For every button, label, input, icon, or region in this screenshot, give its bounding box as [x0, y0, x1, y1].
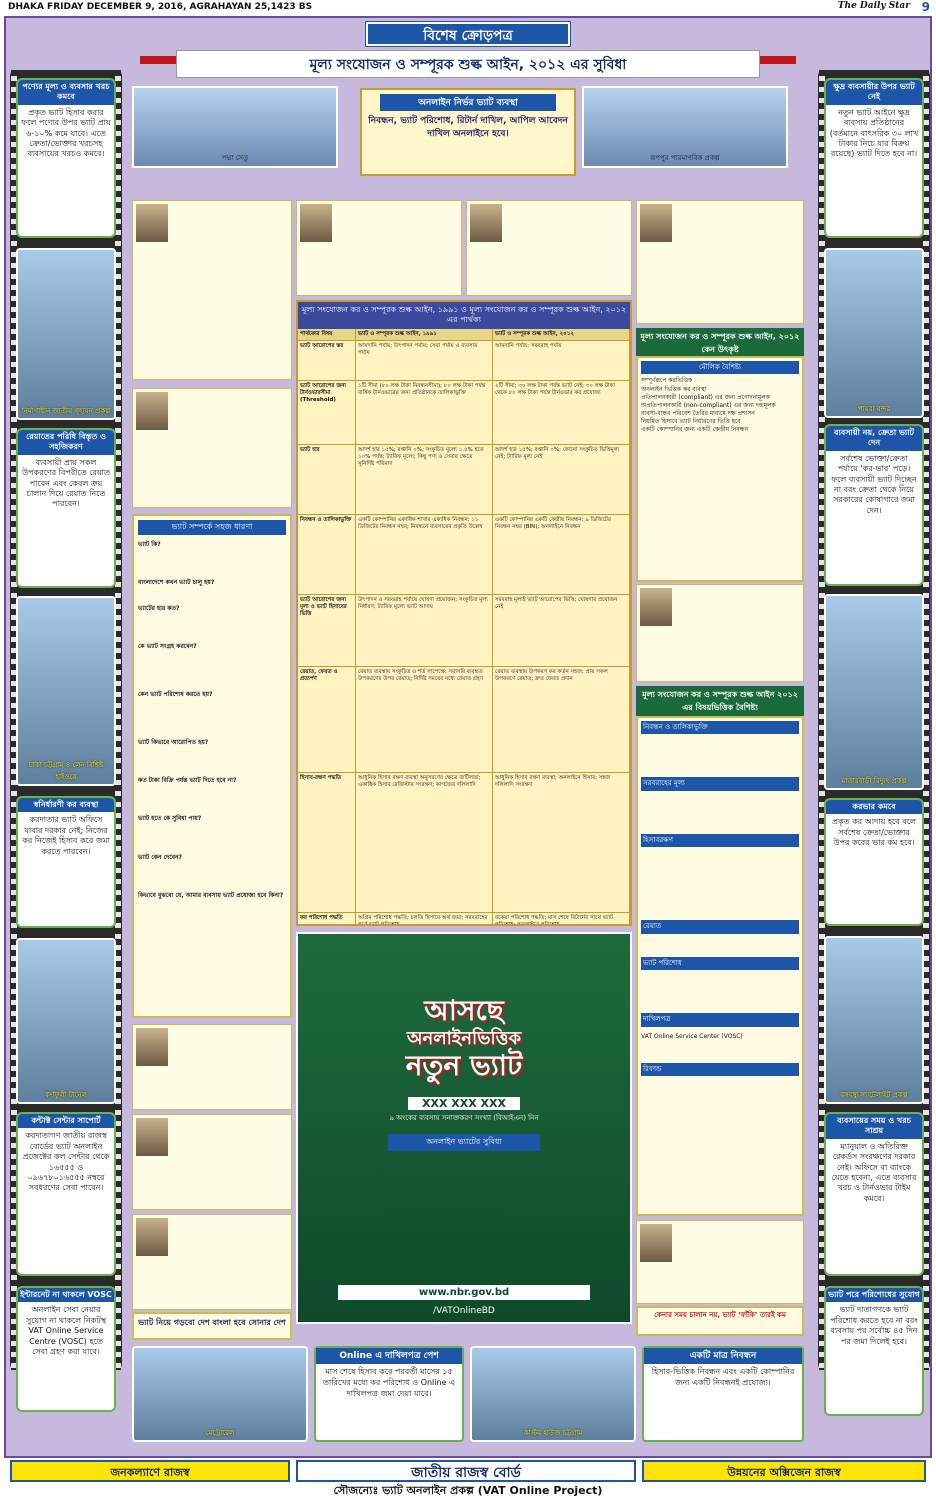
feature-item: একটি কোম্পানির জন্য একটি কেন্দ্রীয় নিবন্ধন: [641, 426, 749, 433]
quote-box-4: [636, 200, 804, 324]
special-features-title: মূল্য সংযোজন কর ও সম্পূরক শুল্ক আইন ২০১২ এর বিষয়ভিত্তিক বৈশিষ্ট্য: [636, 686, 804, 718]
portrait: [136, 392, 168, 430]
portrait: [640, 1224, 672, 1262]
table-row: রেয়াত, ফেরত ও প্রত্যর্পণ রেয়াত ব্যবস্থায় সংকুচিত ও শর্ত সাপেক্ষে; সরাসরি ব্যবহৃত উপকরণের উপর রেয়াত; নির্দিষ্ট সময়ের মধ্যে রেয়াত গ্রহণ রেয়াত ব্যবস্থায় উপকরণ কর কর্তন সহজ; প্রায় সকল উপকরণে রেয়াত; দ্রুত ফেরত প্রদান: [298, 667, 630, 773]
left-photo-1-caption: নির্মাণাধীন জাতীয় গৃহায়ন প্রকল্প: [21, 407, 111, 415]
right-card-4-text: ম্যানুয়াল ও অতিরিক্ত রেকর্ডস সংরক্ষণের দরকার নেই। অফিসে বা ব্যাংকে যেতে হবেনা, এতে ব্যবসার খরচ ও টার্নওভার টাইম কমবে।: [831, 1141, 917, 1203]
left-card-5-title: ইন্টারনেট না থাকলে VOSC: [18, 1288, 114, 1302]
right-photo-2: [824, 594, 924, 790]
left-card-1-text: প্রকৃত ভ্যাট হিসাব করার ফলে পণ্যের উপর ভ্যাট প্রায় ৬-১০% কমে যাবে। এতে ক্রেতা/ভোক্তার খরচসহ ব্যবসায়ের খরচও কমবে।: [21, 107, 111, 159]
left-arrow: [140, 56, 176, 64]
left-card-3-title: স্বনির্ধারণী কর ব্যবস্থা: [18, 798, 114, 812]
left-card-5-text: অনলাইন সেবা নেয়ার সুযোগ না থাকলে নিকটস্থ VAT Online Service Centre (VOSC) হতে সেবা গ্রহণ করা যাবে।: [26, 1305, 106, 1356]
easy-q-10: কিভাবে বুঝবো যে, আমার ব্যবসায় ভ্যাট প্রযোজ্য হবে কিনা?: [138, 891, 284, 899]
quote-box-8: [132, 1214, 292, 1310]
quote-box-3: [466, 200, 632, 296]
table-row: হিসাব-রক্ষণ পদ্ধতি আধুনিক হিসাব রক্ষণ ব্যবস্থা অনুসরণের ক্ষেত্রে জটিলতা; একাধিক হিসাব রেজিস্টার সংরক্ষণ; কাগজের দলিলাদি আধুনিক হিসাব রক্ষণ ব্যবস্থা; অনলাইনে হিসাব; সহজ দলিলাদি সংরক্ষণ: [298, 773, 630, 913]
online-return-card: [314, 1346, 464, 1442]
bottom-quote: কেনার সময় চালান নয়, ভ্যাট ‘ফাঁকি’ তারই কম: [636, 1306, 804, 1336]
table-row: কর পরিশোধ পদ্ধতি অগ্রিম পরিশোধ পদ্ধতি; চলতি হিসাবে অর্থ জমা; সরবরাহের পূর্বে ভ্যাট পরিশোধ বকেয়া পরিশোধ পদ্ধতি; মাস শেষে রিটার্নের সাথে ভ্যাট পরিশোধ; অনলাইনে পরিশোধ: [298, 913, 630, 926]
right-card-1-title: ক্ষুদ্র ব্যবসায়ীর উপর ভ্যাট নেই: [826, 80, 922, 105]
quote-box-6: [132, 1024, 292, 1110]
ad-web[interactable]: www.nbr.gov.bd: [338, 1285, 590, 1300]
table-row: ভ্যাট আরোপের স্তর আমদানি পর্যায়; উৎপাদন পর্যায়; সেবা পর্যায় ও ব্যবসায় পর্যায় আমদানি পর্যায়; সরবরাহ পর্যায়: [298, 341, 630, 381]
right-card-3: [824, 798, 924, 926]
features-panel: [636, 356, 804, 582]
portrait: [300, 204, 332, 242]
footer-center: জাতীয় রাজস্ব বোর্ড: [296, 1460, 636, 1482]
online-vat-box: [360, 88, 576, 176]
feature-section: নিবন্ধন ও তালিকাভুক্তি: [641, 721, 799, 734]
portrait: [136, 1118, 168, 1156]
online-return-title: Online এ দাখিলপত্র পেশ: [316, 1348, 462, 1364]
ad-line-2: অনলাইনভিত্তিক: [406, 1027, 522, 1049]
rooppur-caption: রূপপুর পারমাণবিক প্রকল্প: [650, 154, 720, 162]
left-photo-2-caption: ঢাকা চট্টগ্রাম ৪ লেন বিশিষ্ট হাইওয়ে: [28, 761, 104, 781]
col-1991: ভ্যাট ও সম্পূরক শুল্ক আইন, ১৯৯১: [356, 329, 493, 340]
ad-bin: XXX XXX XXX: [408, 1097, 520, 1110]
col-topic: পার্থক্যের বিষয়: [298, 329, 356, 340]
easy-q-8: ভ্যাট হতে কে সুবিধা পায়?: [138, 815, 202, 823]
ad-line-3: নতুন ভ্যাট: [405, 1049, 523, 1083]
feature-item: অপ্রতিপালনকারী (non-compliant) এর জন্য দন্ডমূলক: [641, 401, 776, 409]
dateline: DHAKA FRIDAY DECEMBER 9, 2016, AGRAHAYAN 25,1423 BS: [8, 2, 313, 12]
easy-q-9: ভ্যাট কেন দেবেন?: [138, 853, 183, 861]
features-title: মৌলিক বৈশিষ্ট্য: [641, 361, 799, 374]
feature-section: ভ্যাট পরিশোধ: [641, 957, 799, 970]
left-card-4-title: কন্টাক্ট সেন্টার সাপোর্ট: [18, 1114, 114, 1128]
ad-benefits-title: অনলাইন ভ্যাটের সুবিধা: [388, 1134, 540, 1151]
feature-section: রেয়াত: [641, 920, 799, 933]
right-card-5-title: ভ্যাট পরে পরিশোধের সুযোগ: [826, 1288, 922, 1302]
right-card-2-text: সর্বশেষ ভোক্তা/ক্রেতা পর্যায়ে 'কর-ভার' পড়ে। ফলে ব্যবসায়ী ভ্যাট দিচ্ছেন না বরং ক্রেতা থেকে নিয়ে সরকারের কোষাগারে জমা দেন।: [831, 453, 917, 515]
easy-q-3: ভ্যাটের হার কত?: [138, 604, 180, 612]
masthead: [0, 0, 936, 14]
right-photo-2-caption: মাতারবাড়ী বিদ্যুৎ প্রকল্প: [841, 777, 907, 785]
easy-concept-panel: [132, 514, 292, 1018]
right-photo-3-caption: বঙ্গবন্ধু স্যাটেলাইট প্রকল্প: [840, 1091, 908, 1099]
online-vat-text: নিবন্ধন, ভ্যাট পরিশোধ, রিটার্ন দাখিল, আপিল আবেদন দাখিল অনলাইনে হবে।: [368, 116, 568, 140]
feature-item: প্রতিপালনকারী (compliant) এর জন্য প্রণোদনামূলক: [641, 393, 770, 401]
left-card-2: [16, 428, 116, 588]
right-photo-1-caption: পায়রা বন্দর: [857, 405, 891, 413]
table-row: ভ্যাট আরোপের জন্য মূল্য ও ভ্যাট হিসাবের ভিত্তি উৎপাদন ও সরবরাহ পর্যায়ে ঘোষণা প্রয়োজন; সংকুচিত মূল্য নির্ধারণ; ট্যারিফ মূল্যে ভ্যাট আদায় সরবরাহ মূল্যই ভ্যাট আরোপের ভিত্তি; ঘোষণার প্রয়োজন নেই: [298, 595, 630, 667]
rooppur-photo: [582, 86, 788, 168]
easy-q-1: ভ্যাট কি?: [138, 540, 161, 548]
left-card-1-title: পণ্যের মূল্য ও ব্যবসার খরচ কমবে: [18, 80, 114, 105]
left-photo-3: [16, 938, 116, 1104]
easy-q-6: ভ্যাট কিভাবে আরোপিত হয়?: [138, 739, 209, 747]
left-photo-1: [16, 248, 116, 420]
feature-item: অনলাইন ভিত্তিক কর ব্যবস্থা: [641, 385, 707, 393]
portrait: [640, 588, 672, 626]
credit-line: সৌজন্যেঃ ভ্যাট অনলাইন প্রকল্প (VAT Online Project): [333, 1484, 603, 1497]
table-row: ভ্যাট হার আদর্শ হার ১৫%; রপ্তানি ০%; সংকুচিত মূল্যে ১.৫% হতে ১০% পর্যন্ত; ট্যারিফ মূল্যে; কিছু পণ্য ও সেবার ক্ষেত্রে সুনির্দিষ্ট পরিমাণ আদর্শ হার ১৫%; রপ্তানি ০%; কোনো সংকুচিত ভিত্তিমূল্য নেই; ট্যারিফ মূল্য নেই: [298, 445, 630, 515]
left-card-2-title: রেয়াতের পরিধি বিস্তৃত ও সহজিকরণ: [18, 430, 114, 455]
metro-caption: মেট্রোরেল: [205, 1429, 235, 1437]
feature-section: হিসাবরক্ষণ: [641, 834, 799, 847]
right-card-5-text: ভ্যাট দাতাগণকে ভ্যাট পরিশোধ করতে হবে না বরং ব্যবসায় পর সর্বোচ্চ ৪৫ দিন পর জমা দিলেই হবে।: [830, 1305, 918, 1346]
right-card-3-text: প্রকৃত কর আদায় হবে বলে সর্বশেষ ক্রেতা/ভোক্তার উপর করের ভার কম হবে।: [832, 817, 916, 848]
quote-box-9: [636, 584, 804, 682]
portrait: [136, 1218, 168, 1256]
easy-q-2: বাংলাদেশে কখন ভ্যাট চালু হয়?: [138, 578, 215, 586]
portrait: [470, 204, 502, 242]
comparison-title: মূল্য সংযোজন কর ও সম্পূরক শুল্ক আইন, ১৯৯১ ও মূল্য সংযোজন কর ও সম্পূরক শুল্ক আইন, ২০১২ এর পার্থক্য: [298, 302, 630, 329]
single-registration-text: হিসাব-ভিত্তিক নিবন্ধন এবং একটি কোম্পানির জন্য একটি নিবন্ধনই প্রযোজ্য।: [651, 1367, 795, 1387]
portrait: [136, 204, 168, 242]
feature-item: নিয়মিত হিসাবে ভ্যাট নির্ধারণের ভিত্তি হবে: [641, 417, 741, 425]
portrait: [640, 204, 672, 242]
custom-house-photo: [470, 1346, 636, 1442]
right-card-4-title: ব্যবসায়ের সময় ও খরচ সাশ্রয়: [826, 1114, 922, 1139]
easy-q-5: কেন ভ্যাট পরিশোধ করতে হয়?: [138, 691, 213, 699]
feature-section: রিফান্ড: [641, 1063, 799, 1076]
quote-box-10: [636, 1220, 804, 1304]
table-row: নিবন্ধন ও তালিকাভুক্তি একটি কোম্পানির একাধিক শাখার একাধিক নিবন্ধন; ১১ ডিজিটের নিবন্ধন নম্বর; নিবন্ধনে ব্যবসায়ের প্রকৃতি উল্লেখ একটি কোম্পানির একটি কেন্দ্রীয় নিবন্ধন; ৯ ডিজিটের নিবন্ধন নম্বর (BIN); অনলাইনে নিবন্ধন: [298, 515, 630, 595]
online-vat-ad: [296, 932, 632, 1324]
comparison-header: [298, 329, 630, 341]
left-card-5: [16, 1286, 116, 1412]
right-card-5: [824, 1286, 924, 1416]
col-2012: ভ্যাট ও সম্পূরক শুল্ক আইন, ২০১২: [493, 329, 630, 340]
slogan-box: ভ্যাট নিয়ে গড়বো দেশ বাংলা হবে সোনার দেশ: [132, 1312, 292, 1340]
right-card-2-title: ব্যবসায়ী নয়, ক্রেতা ভ্যাট দেন: [826, 426, 922, 451]
footer-left: জনকল্যাণে রাজস্ব: [10, 1460, 290, 1482]
right-card-1-text: নতুন ভ্যাট আইনে ক্ষুদ্র ব্যবসায় প্রতিষ্ঠানের (বর্তমানে বাৎসরিক ৩০ লাখ টাকার নিচে যার বিক্রয় রয়েছে) ভ্যাট দিতে হবে না।: [829, 107, 919, 159]
right-photo-3: [824, 936, 924, 1104]
single-registration-card: [642, 1346, 804, 1442]
right-card-1: [824, 78, 924, 238]
quote-box-2: [296, 200, 462, 296]
quote-box-5: [132, 388, 292, 508]
easy-q-7: কত টাকা বিক্রি পর্যন্ত ভ্যাট দিতে হবে না?: [138, 777, 237, 785]
comparison-table: [296, 300, 632, 926]
online-vat-title: অনলাইন নির্ভর ভ্যাট ব্যবস্থা: [380, 94, 556, 111]
easy-concept-title: ভ্যাট সম্পর্কে সহজ ধারণা: [138, 520, 286, 535]
feature-section: দাখিলপত্র: [641, 1013, 799, 1026]
left-card-4: [16, 1112, 116, 1276]
table-row: ভ্যাট আরোপের জন্য টার্নওভারসীমা (Threshold) ১টি সীমা (৮০ লক্ষ টাকা নিবন্ধনসীমা); ৮০ লক্ষ টাকা পর্যন্ত বার্ষিক টার্নওভারের জন্য প্রতিষ্ঠানকে তালিকাভুক্তি ২টি সীমা; ৩০ লক্ষ টাকা পর্যন্ত ভ্যাট নেই; ৩০ লক্ষ টাকা থেকে ৮০ লক্ষ টাকা পর্যন্ত টার্নওভার কর প্রযোজ্য: [298, 381, 630, 445]
left-card-1: [16, 78, 116, 238]
right-card-3-title: করভার কমবে: [826, 800, 922, 814]
special-features-panel: [636, 716, 804, 1216]
why-better-title: মূল্য সংযোজন কর ও সম্পূরক শুল্ক আইন, ২০১২ কেন উৎকৃষ্ট: [636, 328, 804, 360]
padma-bridge-photo: [132, 86, 338, 168]
footer-banner: [10, 1460, 926, 1482]
quote-box-7: [132, 1114, 292, 1210]
right-photo-1: [824, 248, 924, 418]
left-card-4-text: করদাতাগণ জাতীয় রাজস্ব বোর্ডের ভ্যাট অনলাইন প্রজেক্টের কল সেন্টার থেকে ১৬৫৫৫ ও ০৯৬৭৮০১৬৫৫৫ নম্বরে সবধরণের সেবা পাবেন।: [22, 1131, 110, 1193]
feature-item: ব্যবসা-বান্ধব পরিবেশ তৈরির মাধ্যমে দক্ষ প্রশাসন: [641, 409, 755, 417]
feature-item: সম্পূর্ণরূপে করভিত্তিক: [641, 377, 693, 385]
quote-box-1: [132, 200, 292, 380]
single-registration-title: একটি মাত্র নিবন্ধন: [644, 1348, 802, 1364]
easy-q-4: কে ভ্যাট সংগ্রহ করবেন?: [138, 643, 197, 651]
ad-bin-note: ৯ অংকের ব্যবসায় সনাক্তকরণ সংখ্যা (বিআইএন) নিন: [389, 1113, 539, 1122]
custom-house-caption: কাস্টম হাউজ চট্টগ্রাম: [523, 1429, 583, 1437]
left-card-3-text: করদাতার ভ্যাট অফিসে যাবার দরকার নেই; নিজের কর নিজেই হিসাব করে জমা করতে পারবেন।: [22, 815, 110, 856]
portrait: [136, 1028, 168, 1066]
vosc-label: VAT Online Service Center (VOSC): [641, 1032, 743, 1040]
right-arrow: [760, 56, 796, 64]
metro-rail-photo: [132, 1346, 308, 1442]
left-photo-3-caption: কর্ণফুলী টানেল: [45, 1091, 87, 1099]
special-supplement-label: বিশেষ ক্রোড়পত্র: [366, 22, 570, 46]
footer-right: উন্নয়নের অক্সিজেন রাজস্ব: [642, 1460, 926, 1482]
page-number: 9: [921, 0, 930, 14]
left-photo-2: [16, 596, 116, 786]
main-headline: মূল্য সংযোজন ও সম্পূরক শুল্ক আইন, ২০১২ এর সুবিধা: [176, 50, 760, 78]
paper-name: The Daily Star: [837, 1, 910, 11]
padma-bridge-caption: পদ্মা সেতু: [221, 154, 249, 162]
left-card-3: [16, 796, 116, 928]
left-card-2-text: ব্যবসায়ী প্রায় সকল উপকরণের বিপরীতে রেয়াত পাবেন এবং কেবল ক্রয় চালান দিয়ে রেয়াত নিতে পারবেন।: [22, 457, 110, 509]
right-card-4: [824, 1112, 924, 1276]
feature-section: সরবরাহের মূল্য: [641, 777, 799, 790]
ad-facebook[interactable]: /VATOnlineBD: [433, 1306, 495, 1316]
ad-line-1: আসছে: [424, 994, 504, 1027]
right-card-2: [824, 424, 924, 586]
online-return-text: মাস শেষে হিসাব করে পরবর্তী মাসের ১৫ তারিখের মধ্যে কর পরিশোধ ও Online এ দাখিলপত্র জমা দেয়া যাবে।: [322, 1367, 456, 1398]
